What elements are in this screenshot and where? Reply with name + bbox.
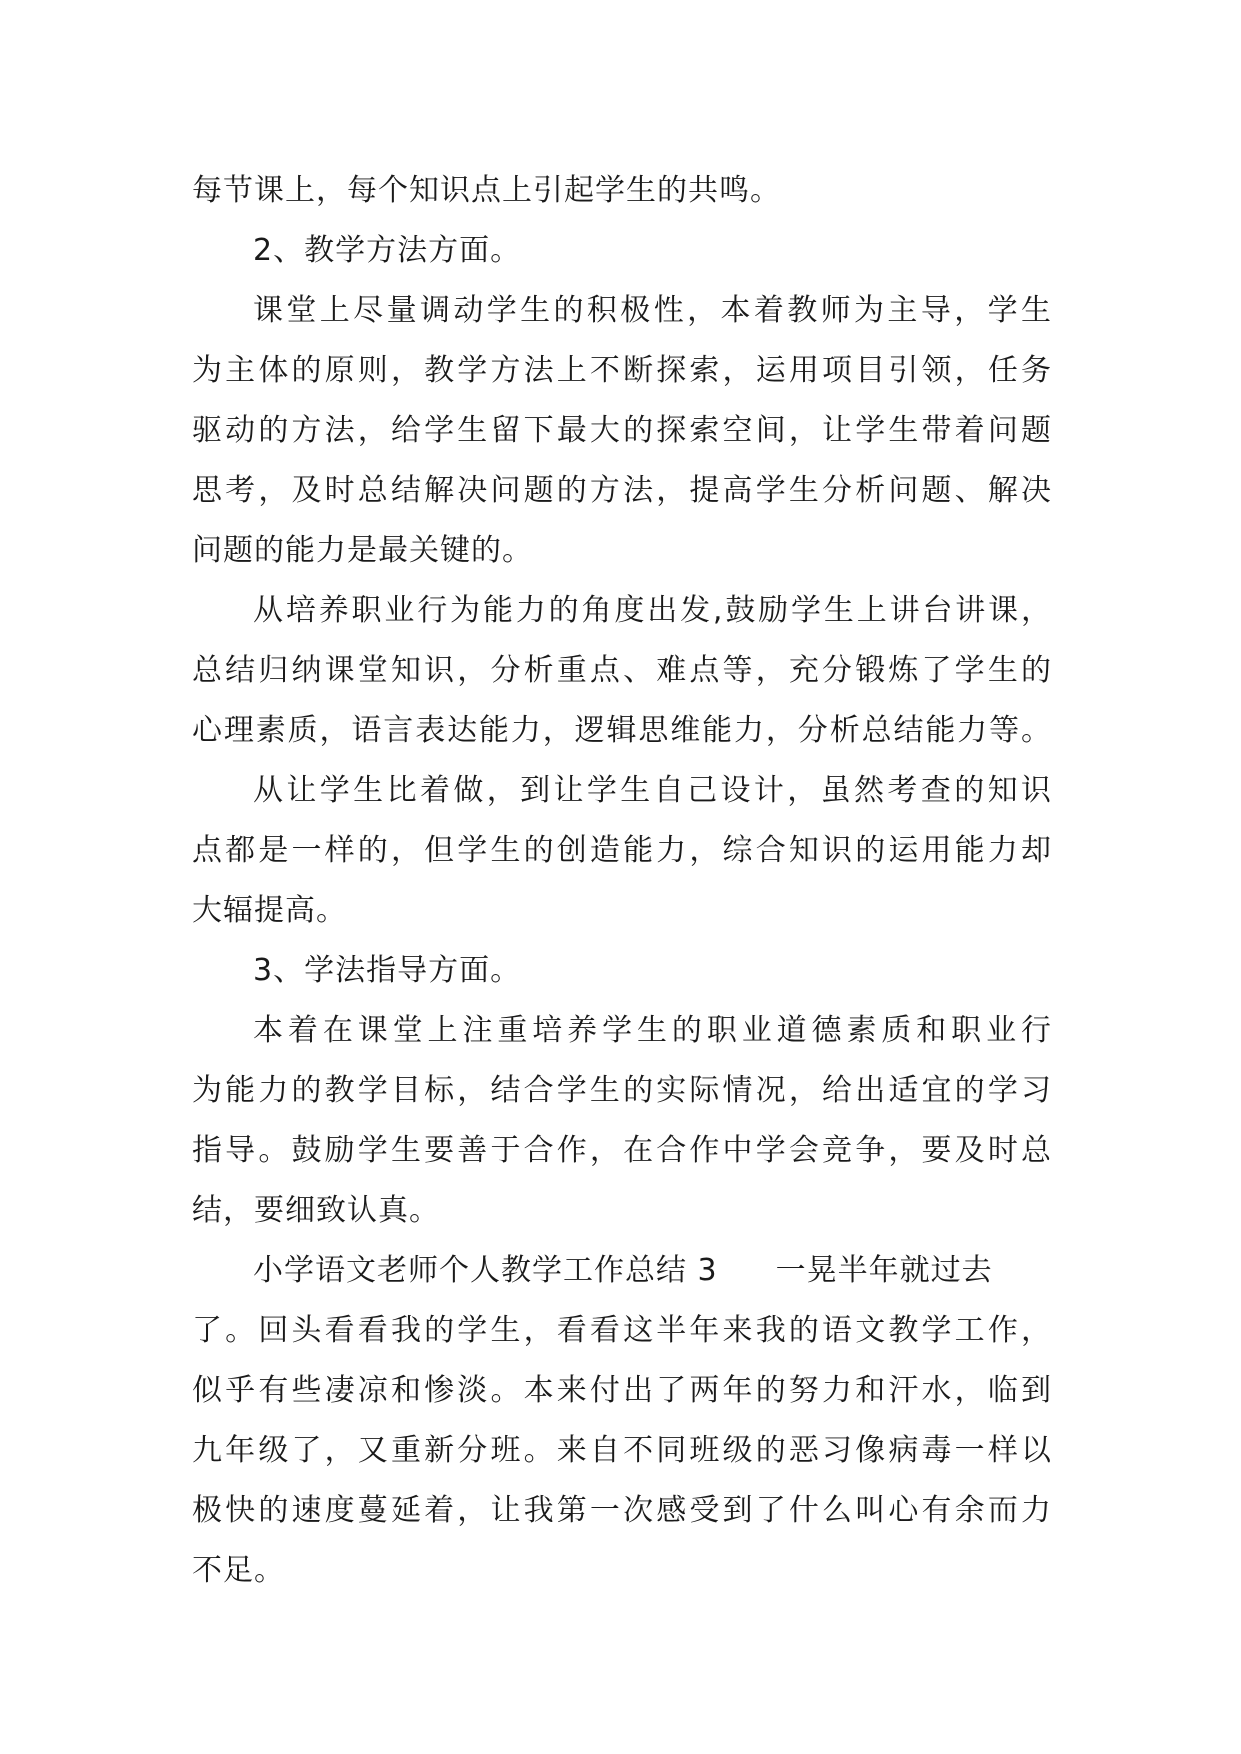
text-line: 了。回头看看我的学生，看看这半年来我的语文教学工作， bbox=[192, 1313, 1052, 1348]
text-line: 心理素质，语言表达能力，逻辑思维能力，分析总结能力等。 bbox=[192, 713, 1052, 748]
text-line: 从培养职业行为能力的角度出发,鼓励学生上讲台讲课， bbox=[253, 593, 1052, 628]
section-heading: 2、教学方法方面。 bbox=[253, 233, 522, 268]
text-line: 不足。 bbox=[192, 1553, 285, 1588]
text-line: 九年级了，又重新分班。来自不同班级的恶习像病毒一样以 bbox=[192, 1433, 1052, 1468]
document-body bbox=[192, 161, 1052, 1601]
text-line: 指导。鼓励学生要善于合作，在合作中学会竞争，要及时总 bbox=[192, 1133, 1052, 1168]
title-line bbox=[192, 1241, 1052, 1301]
text-line: 为能力的教学目标，结合学生的实际情况，给出适宜的学习 bbox=[192, 1073, 1052, 1108]
text-line: 从让学生比着做，到让学生自己设计，虽然考查的知识 bbox=[253, 773, 1052, 808]
text-line: 大辐提高。 bbox=[192, 893, 347, 928]
summary-title: 小学语文老师个人教学工作总结 3 bbox=[253, 1253, 718, 1288]
text-line: 结，要细致认真。 bbox=[192, 1193, 440, 1228]
title-tail-text: 一晃半年就过去 bbox=[775, 1253, 993, 1288]
text-line: 思考，及时总结解决问题的方法，提高学生分析问题、解决 bbox=[192, 473, 1052, 508]
text-line: 课堂上尽量调动学生的积极性，本着教师为主导，学生 bbox=[253, 293, 1052, 328]
text-line: 本着在课堂上注重培养学生的职业道德素质和职业行 bbox=[253, 1013, 1052, 1048]
text-line: 总结归纳课堂知识，分析重点、难点等，充分锻炼了学生的 bbox=[192, 653, 1052, 688]
text-line: 点都是一样的，但学生的创造能力，综合知识的运用能力却 bbox=[192, 833, 1052, 868]
text-line: 似乎有些凄凉和惨淡。本来付出了两年的努力和汗水，临到 bbox=[192, 1373, 1052, 1408]
section-heading: 3、学法指导方面。 bbox=[253, 953, 522, 988]
text-line: 为主体的原则，教学方法上不断探索，运用项目引领，任务 bbox=[192, 353, 1052, 388]
text-line: 问题的能力是最关键的。 bbox=[192, 533, 533, 568]
text-line: 每节课上，每个知识点上引起学生的共鸣。 bbox=[192, 173, 781, 208]
text-line: 极快的速度蔓延着，让我第一次感受到了什么叫心有余而力 bbox=[192, 1493, 1052, 1528]
text-line: 驱动的方法，给学生留下最大的探索空间，让学生带着问题 bbox=[192, 413, 1052, 448]
